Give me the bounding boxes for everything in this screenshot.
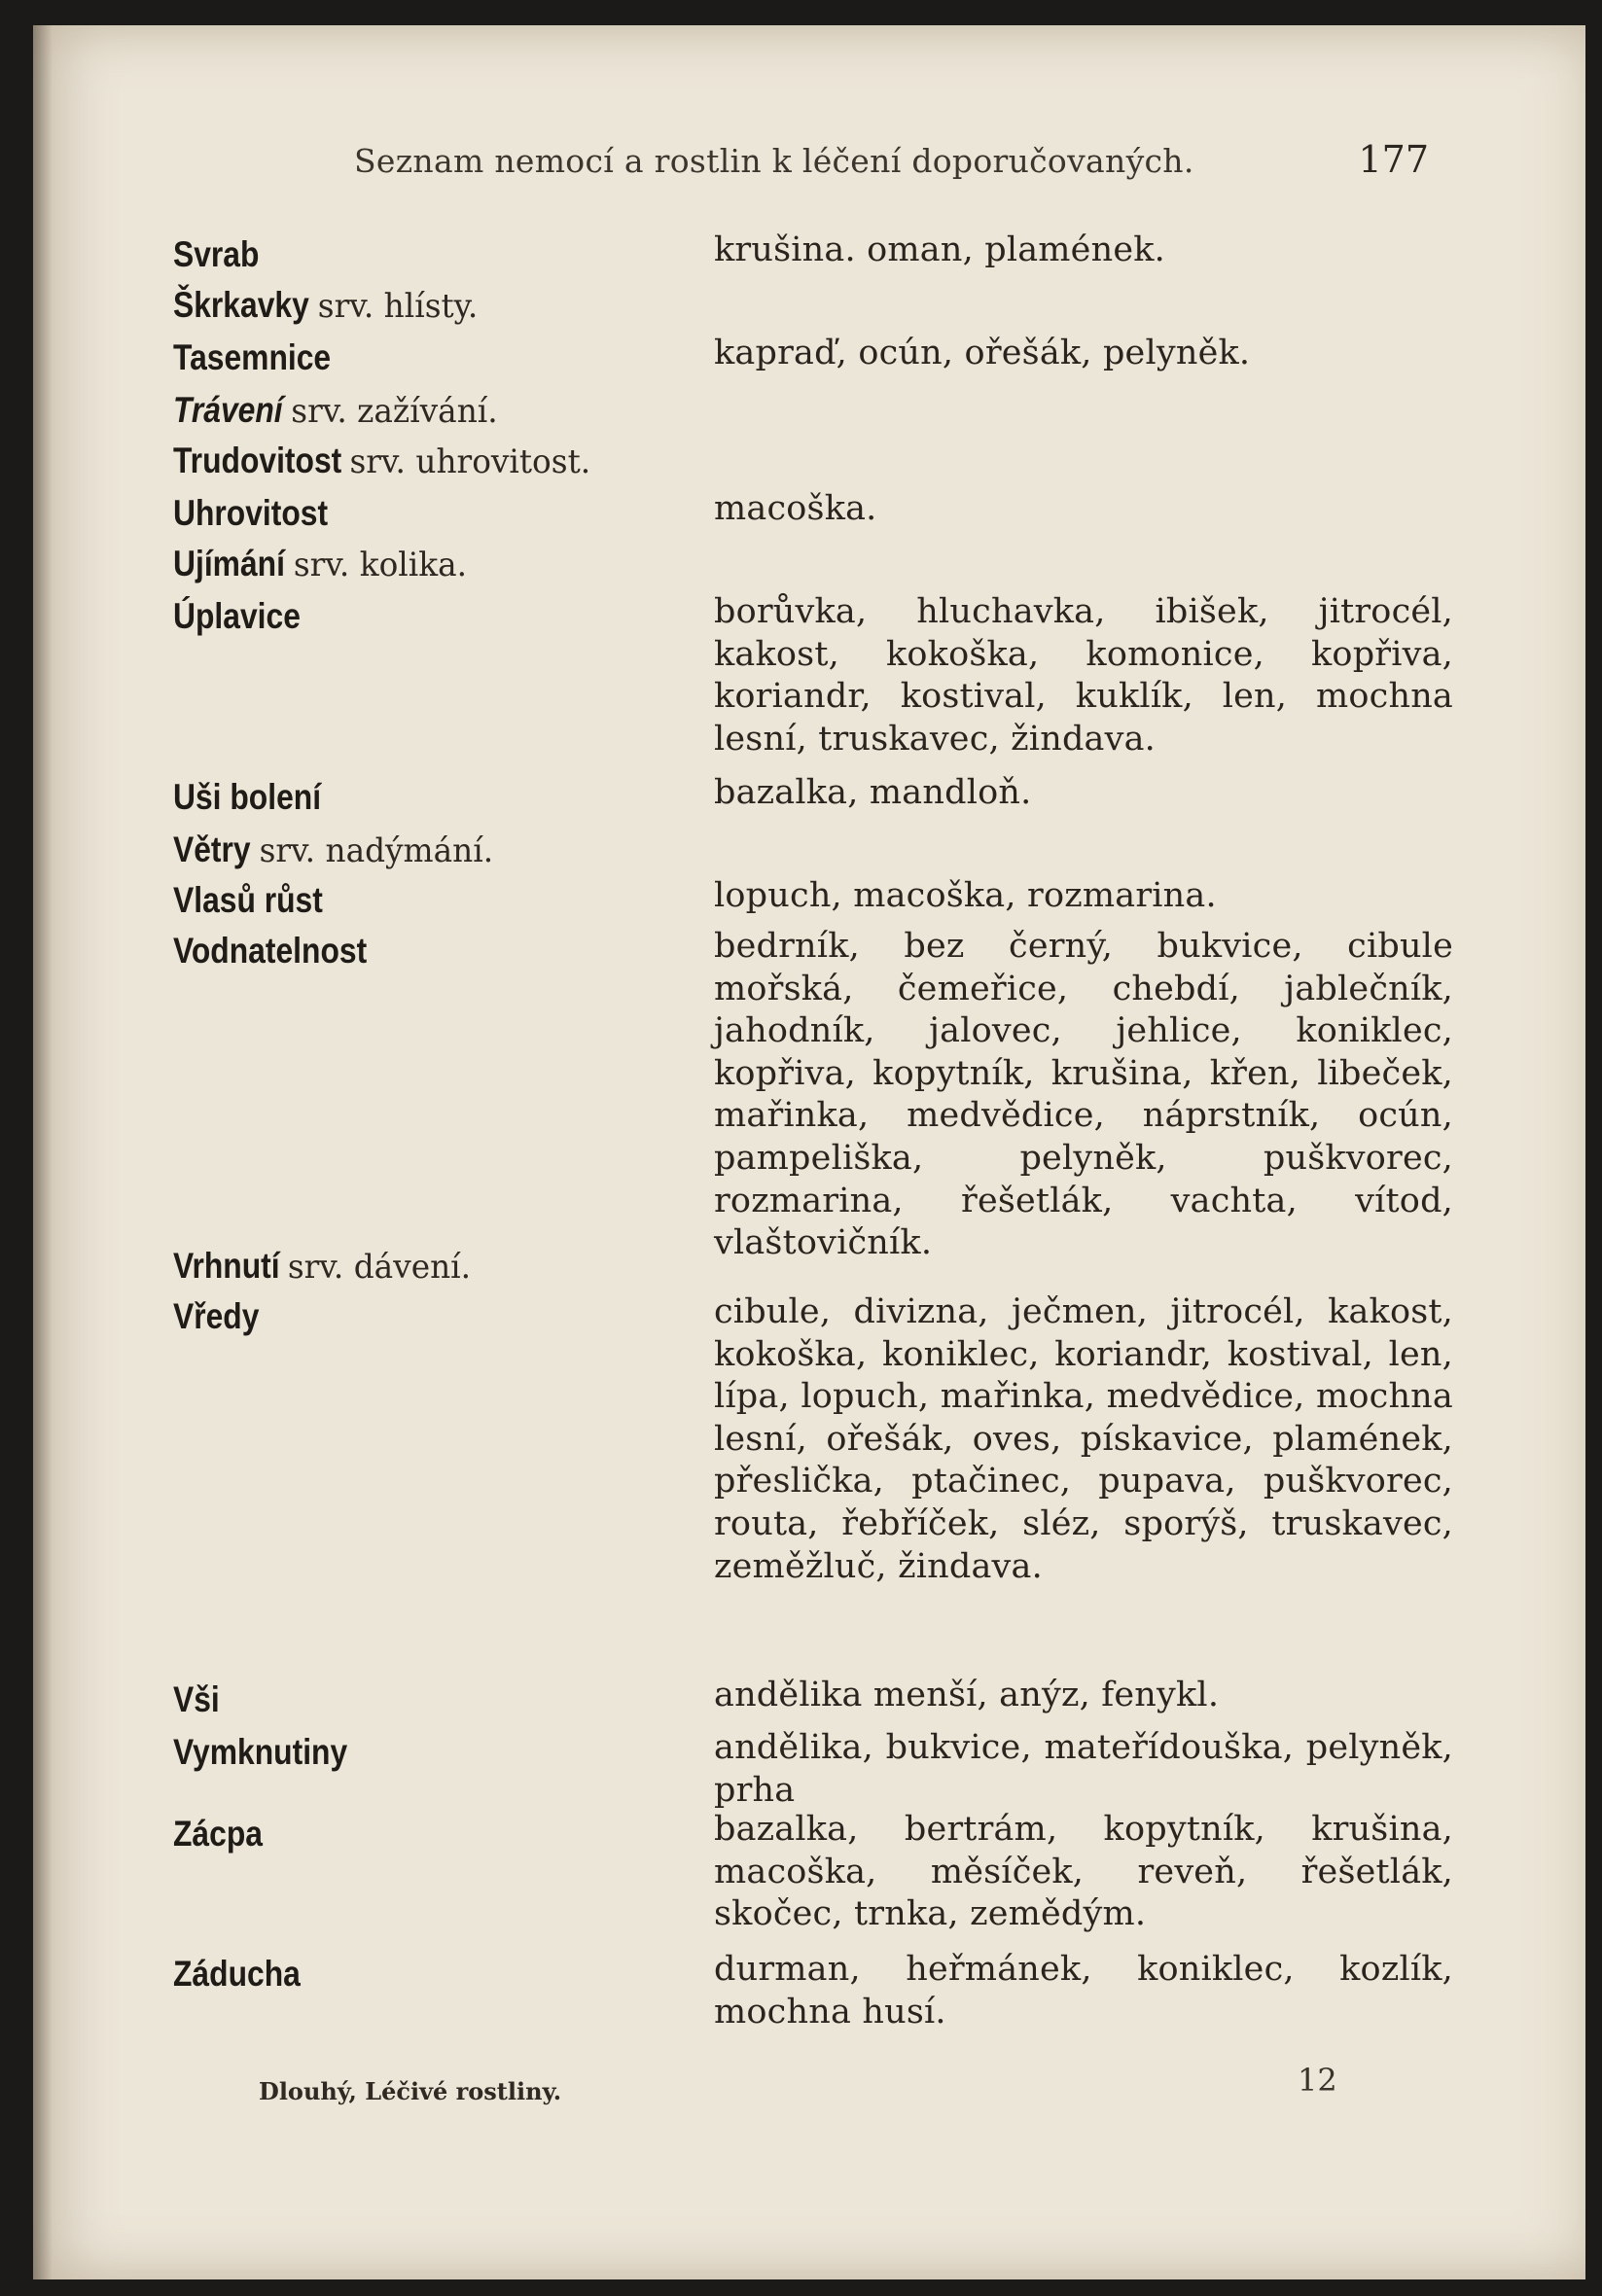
entry-term-line bbox=[173, 1291, 675, 1342]
entry-term: Úplavice bbox=[173, 596, 301, 636]
entry-term: Tasemnice bbox=[173, 337, 332, 377]
entry-term-line bbox=[173, 825, 675, 876]
entry-remedy: kapraď, ocún, ořešák, pelyněk. bbox=[714, 334, 1251, 372]
entry-remedy: durman, heřmánek, koniklec, kozlík, mochna husí. bbox=[714, 1950, 1453, 2031]
entry-term: Větry bbox=[173, 830, 251, 869]
entry-term: Vlasů růst bbox=[173, 880, 323, 920]
entry-term: Svrab bbox=[173, 234, 260, 274]
entry-term-line bbox=[173, 591, 675, 642]
page-content bbox=[33, 25, 1585, 2279]
entry-remedy: andělika, bukvice, mateřídouška, pelyněk, prha bbox=[714, 1728, 1453, 1810]
entry-term-line bbox=[173, 1809, 675, 1859]
entry-crossref: srv. uhrovitost. bbox=[349, 442, 591, 481]
entry-term-line bbox=[173, 1727, 675, 1778]
printer-signature: Dlouhý, Léčivé rostliny. bbox=[259, 2077, 562, 2105]
running-head: Seznam nemocí a rostlin k léčení doporučovaných. bbox=[354, 142, 1194, 180]
entry-crossref: srv. kolika. bbox=[293, 546, 467, 584]
entry-term-line bbox=[173, 1241, 675, 1292]
entry-term-line bbox=[173, 926, 675, 976]
entry-remedy: andělika menší, anýz, fenykl. bbox=[714, 1676, 1220, 1714]
entry-term: Škrkavky bbox=[173, 285, 309, 325]
entry-term-line bbox=[173, 1949, 675, 1999]
entry-remedy: borůvka, hluchavka, ibišek, jitrocél, kakost, kokoška, komonice, kopřiva, koriandr, kostival, kuklík, len, mochna lesní, truskavec, žindava. bbox=[714, 592, 1453, 759]
entry-term-line bbox=[173, 436, 675, 487]
entry-remedy: macoška. bbox=[714, 489, 877, 528]
entry-remedy: bedrník, bez černý, bukvice, cibule mořská, čemeřice, chebdí, jablečník, jahodník, jalovec, jehlice, koniklec, kopřiva, kopytník, krušina, křen, libeček, mařinka, medvědice, náprstník, ocún, pampeliška, pelyněk, puškvorec, rozmarina, řešetlák, vachta, vítod, vlaštovičník. bbox=[714, 927, 1453, 1263]
entry-term: Vymknutiny bbox=[173, 1732, 348, 1772]
entry-term: Vodnatelnost bbox=[173, 931, 368, 971]
entry-term: Vši bbox=[173, 1679, 220, 1719]
entry-term-line bbox=[173, 772, 675, 823]
entry-term: Vředy bbox=[173, 1296, 260, 1336]
entry-remedy: krušina. oman, plamének. bbox=[714, 230, 1165, 269]
entry-term: Vrhnutí bbox=[173, 1246, 280, 1286]
entry-term-line bbox=[173, 488, 675, 539]
book-page bbox=[33, 25, 1585, 2279]
entry-crossref: srv. dávení. bbox=[288, 1248, 472, 1287]
entry-term-line bbox=[173, 539, 675, 590]
entry-term: Zácpa bbox=[173, 1814, 263, 1854]
entry-term-line bbox=[173, 230, 675, 280]
entry-term-line bbox=[173, 875, 675, 926]
entry-remedy: lopuch, macoška, rozmarina. bbox=[714, 876, 1217, 915]
entry-term-line bbox=[173, 333, 675, 383]
entry-crossref: srv. hlísty. bbox=[317, 287, 478, 326]
entry-term-line bbox=[173, 280, 675, 332]
entry-remedy: bazalka, bertrám, kopytník, krušina, macoška, měsíček, reveň, řešetlák, skočec, trnka, zemědým. bbox=[714, 1810, 1453, 1934]
page-number: 177 bbox=[1358, 138, 1429, 181]
entry-term: Uši bolení bbox=[173, 777, 322, 817]
sheet-number: 12 bbox=[1298, 2062, 1337, 2099]
entry-term-line bbox=[173, 1675, 675, 1725]
spine-shadow bbox=[33, 25, 53, 2279]
entry-term: Záducha bbox=[173, 1954, 301, 1994]
entry-term: Trudovitost bbox=[173, 441, 342, 480]
entry-remedy: bazalka, mandloň. bbox=[714, 773, 1032, 812]
entry-remedy: cibule, divizna, ječmen, jitrocél, kakost, kokoška, koniklec, koriandr, kostival, len, lípa, lopuch, mařinka, medvědice, mochna lesní, ořešák, oves, pískavice, plamének, přeslička, ptačinec, pupava, puškvorec, routa, řebříček, sléz, sporýš, truskavec, zeměžluč, žindava. bbox=[714, 1292, 1453, 1586]
entry-term: Trávení bbox=[173, 390, 283, 430]
entry-crossref: srv. zažívání. bbox=[291, 392, 498, 431]
entry-crossref: srv. nadýmání. bbox=[259, 831, 493, 870]
entry-term-line bbox=[173, 385, 675, 437]
entry-term: Ujímání bbox=[173, 544, 285, 583]
entry-term: Uhrovitost bbox=[173, 493, 329, 533]
